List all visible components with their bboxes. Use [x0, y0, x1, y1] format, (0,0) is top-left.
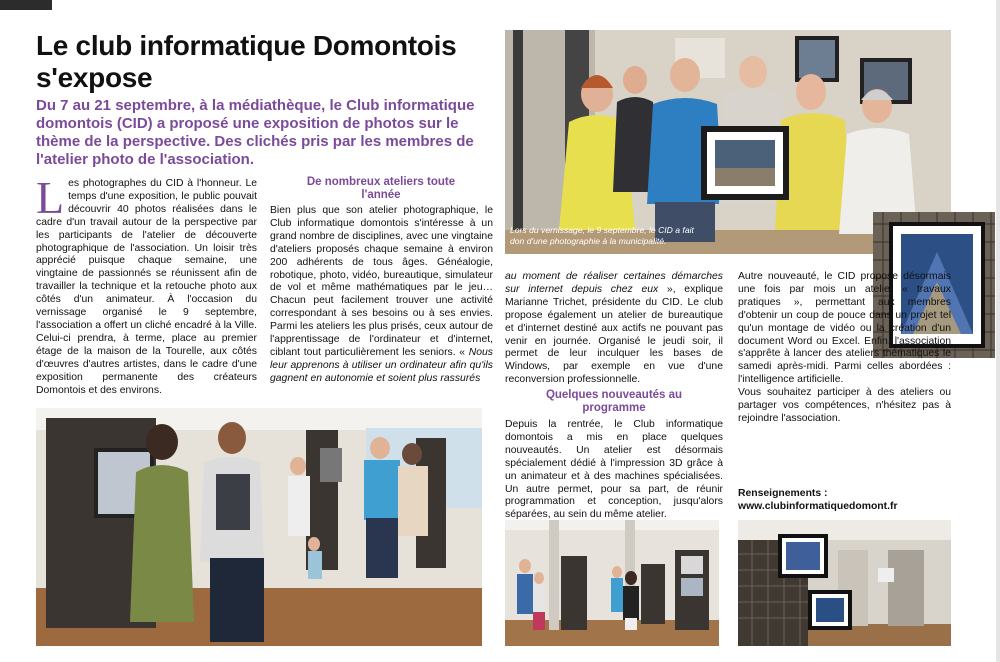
column-3 [505, 271, 723, 387]
column-3-part-2 [505, 419, 723, 522]
page-edge [996, 0, 1000, 662]
column-2-text: Bien plus que son atelier photographique, le Club informatique domontois s'intéresse à un grand nombre de disciplines, avec une vingtaine d'ateliers proposés chaque semaine à environ 200 adhérents de tous âges. Généalogie, robotique, photo, vidéo, bureautique, simulateur de vol et même mathématiques par le jeu… Chacun peut facilement trouver une activité correspondant à ses besoins ou à ses envies. Parmi les ateliers les plus prisés, ceux autour de l'apprentissage de l'ordinateur et d'internet, ciblant tout particulièrement les seniors. « [270, 205, 493, 358]
exhibition-visitors-photo [36, 408, 482, 646]
column-1 [36, 172, 257, 397]
info-url[interactable]: www.clubinformatiquedomont.fr [738, 501, 898, 512]
article-lead: Du 7 au 21 septembre, à la médiathèque, le Club informatique domontois (CID) a proposé une exposition de photos sur le thème de la perspective. Des clichés pris par les membres de l'atelier photo de l'association. [36, 97, 475, 168]
column-2-quote: Nous leur apprenons à utiliser un ordinateur afin qu'ils gagnent en autonomie et soient plus rassurés [270, 346, 493, 384]
info-label: Renseignements : [738, 488, 828, 499]
column-1-text: es photographes du CID à l'honneur. Le temps d'une exposition, le public pouvait découvrir 40 photos réalisées dans le cadre d'un travail autour de la perspective par les participants de l'atelier de découverte photographique de l'association. Un loisir très apprécié puisque chaque semaine, une vingtaine de passionnés se réunissent afin de travailler la technique et la retouche photo aux côtés d'un animateur. À l'occasion du vernissage organisé le 9 septembre, l'association a offert un cliché encadré à la Ville. Celui-ci prendra, à terme, place au premier étage de la maison de la Tourelle, aux côtés d'œuvres d'autres artistes, dans le cadre d'une exposition permanente des créateurs Domontois et des environs. [36, 178, 257, 396]
column-3-quote: au moment de réaliser certaines démarches sur internet depuis chez eux [505, 271, 723, 295]
column-3-text-2: Depuis la rentrée, le Club informatique domontois a mis en place quelques nouveautés. Un atelier est désormais spécialement dédié à l'impression 3D grâce à un animateur et à des machines spécialisées. Un autre permet, pour sa part, de réunir programmation et conception, jusqu'alors séparées, au sein du même atelier. [505, 419, 723, 521]
column-4-text: Autre nouveauté, le CID propose désormais une fois par mois un atelier « travaux pratiques », permettant aux membres d'obtenir un coup de pouce dans un projet tel qu'un montage de vidéo ou la création d'un document Word ou Excel. Enfin, l'association s'apprête à lancer des ateliers thématiques le samedi après-midi. Parmi celles abordées : l'intelligence artificielle. [738, 271, 951, 386]
column-4 [738, 271, 951, 426]
column-2 [270, 205, 493, 386]
page-corner-tab [0, 0, 52, 10]
drop-cap: L [36, 172, 65, 223]
column-3-text: », explique Marianne Trichet, présidente du CID. Le club propose également un atelier de bureautique et d'internet destiné aux actifs ne pouvant pas venir en journée. Organisé le jeudi soir, il permet de leur inculquer les bases de Windows, par exemple en vue d'une reconversion professionnelle. [505, 283, 723, 386]
subheading-nouveautes: Quelques nouveautés au programme [545, 389, 683, 414]
exhibition-panels-photo [738, 520, 951, 646]
article-title: Le club informatique Domontois s'expose [36, 30, 457, 93]
photo-caption: Lors du vernissage, le 9 septembre, le CID a fait don d'une photographie à la municipalité. [510, 225, 694, 246]
exhibition-room-photo [505, 520, 719, 646]
subheading-ateliers: De nombreux ateliers toute l'année [306, 176, 456, 201]
column-4-text-2: Vous souhaitez participer à des ateliers ou partager vos compétences, n'hésitez pas à rejoindre l'association. [738, 387, 951, 424]
